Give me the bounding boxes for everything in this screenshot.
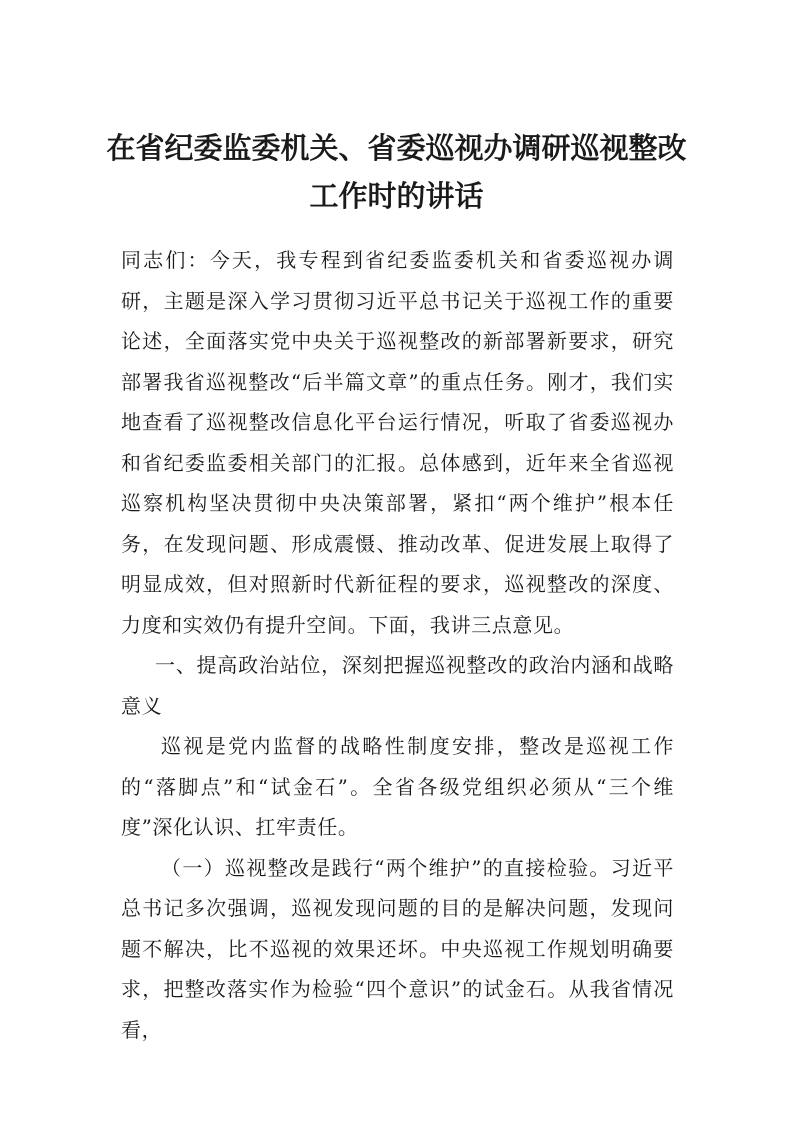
section-heading-1: 一、提高政治站位，深刻把握巡视整改的政治内涵和战略意义 bbox=[121, 653, 674, 718]
document-title: 在省纪委监委机关、省委巡视办调研巡视整改工作时的讲话 bbox=[106, 131, 687, 213]
document-body bbox=[121, 240, 674, 1050]
subsection-paragraph-1: （一）巡视整改是践行“两个维护”的直接检验。习近平总书记多次强调，巡视发现问题的目的是解决问题，发现问题不解决，比不巡视的效果还坏。中央巡视工作规划明确要求，把整改落实作为检验“四个意识”的试金石。从我省情况看， bbox=[121, 855, 674, 1042]
opening-paragraph: 同志们：今天，我专程到省纪委监委机关和省委巡视办调研，主题是深入学习贯彻习近平总书记关于巡视工作的重要论述，全面落实党中央关于巡视整改的新部署新要求，研究部署我省巡视整改“后半篇文章”的重点任务。刚才，我们实地查看了巡视整改信息化平台运行情况，听取了省委巡视办和省纪委监委相关部门的汇报。总体感到，近年来全省巡视巡察机构坚决贯彻中央决策部署，紧扣“两个维护”根本任务，在发现问题、形成震慑、推动改革、促进发展上取得了明显成效，但对照新时代新征程的要求，巡视整改的深度、力度和实效仍有提升空间。下面，我讲三点意见。 bbox=[121, 248, 674, 637]
section-intro-paragraph: 巡视是党内监督的战略性制度安排，整改是巡视工作的“落脚点”和“试金石”。全省各级党组织必须从“三个维度”深化认识、扛牢责任。 bbox=[121, 734, 674, 839]
